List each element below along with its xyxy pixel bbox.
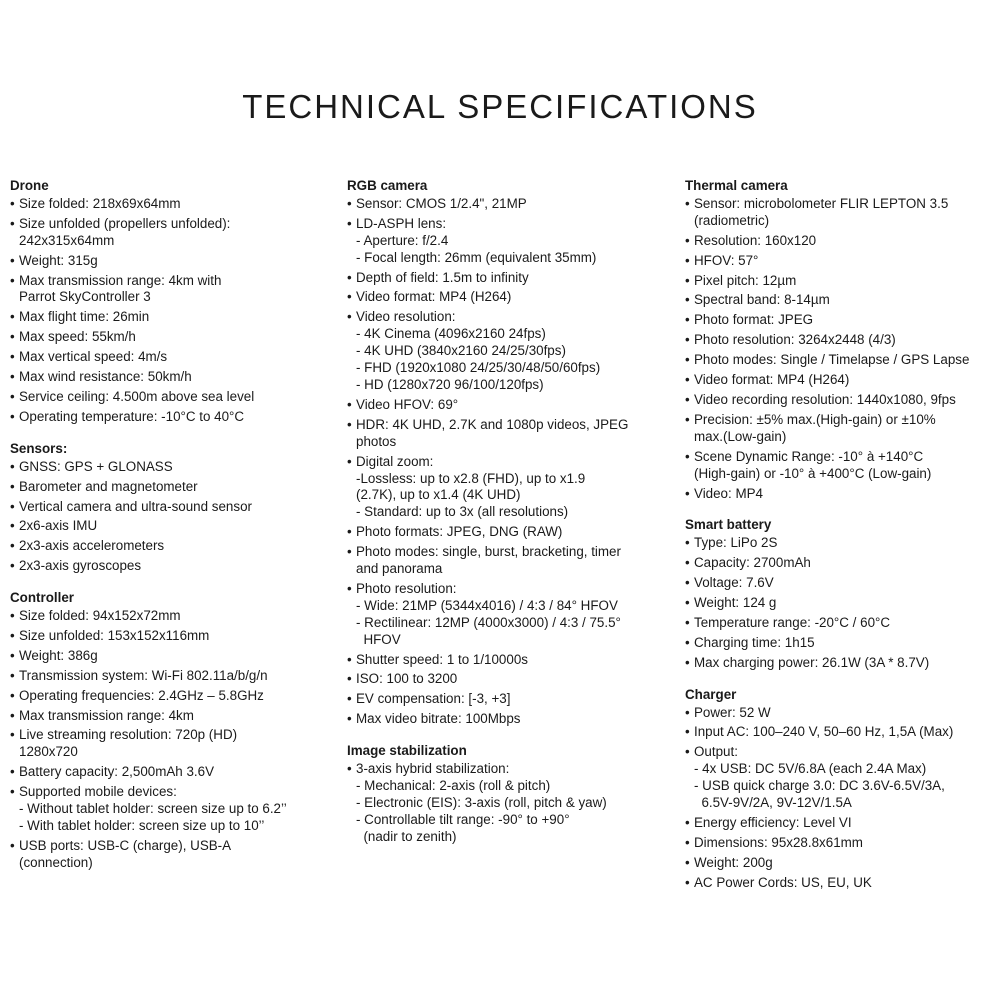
spec-item-subline: - Electronic (EIS): 3-axis (roll, pitch & yaw) xyxy=(356,794,607,810)
spec-item-subline: 242x315x64mm xyxy=(19,232,115,248)
spec-item-subline: max.(Low-gain) xyxy=(694,428,787,444)
spec-item-text: • Max transmission range: 4km xyxy=(19,707,194,723)
spec-item-text: • Photo format: JPEG xyxy=(694,312,814,328)
spec-item xyxy=(685,352,997,369)
spec-column-2 xyxy=(347,178,672,861)
spec-item-subline: -Lossless: up to x2.8 (FHD), up to x1.9 xyxy=(356,470,586,486)
spec-item-text: • Battery capacity: 2,500mAh 3.6V xyxy=(19,764,215,780)
spec-item xyxy=(347,289,672,306)
spec-item xyxy=(685,412,997,446)
spec-item xyxy=(685,595,997,612)
spec-item xyxy=(685,724,997,741)
spec-item xyxy=(10,459,330,476)
spec-item-subline: - Controllable tilt range: -90° to +90° xyxy=(356,811,570,827)
spec-item-subline: - 4K UHD (3840x2160 24/25/30fps) xyxy=(356,343,566,359)
spec-item xyxy=(347,691,672,708)
spec-item-text: • Input AC: 100–240 V, 50–60 Hz, 1,5A (Max) xyxy=(694,724,954,740)
spec-item-text: • Max charging power: 26.1W (3A * 8.7V) xyxy=(694,654,930,670)
spec-item xyxy=(685,332,997,349)
spec-item-subline: 6.5V-9V/2A, 9V-12V/1.5A xyxy=(694,795,852,811)
spec-item-text: • HFOV: 57° xyxy=(694,252,759,268)
page-title: TECHNICAL SPECIFICATIONS xyxy=(242,88,758,125)
spec-item xyxy=(10,196,330,213)
spec-item-text: • Operating frequencies: 2.4GHz – 5.8GHz xyxy=(19,687,264,703)
spec-item-text: • Scene Dynamic Range: -10° à +140°C xyxy=(694,448,924,464)
spec-item-text: • GNSS: GPS + GLONASS xyxy=(19,458,173,474)
spec-item-text: • 3-axis hybrid stabilization: xyxy=(356,761,510,777)
spec-section xyxy=(10,590,330,872)
spec-item-text: • Type: LiPo 2S xyxy=(694,535,778,551)
section-heading: Controller xyxy=(10,590,74,606)
spec-item-text: • Digital zoom: xyxy=(356,453,434,469)
spec-item xyxy=(347,524,672,541)
spec-item-text: • Dimensions: 95x28.8x61mm xyxy=(694,834,863,850)
spec-section xyxy=(347,178,672,728)
spec-item-subline: - Mechanical: 2-axis (roll & pitch) xyxy=(356,778,551,793)
spec-item-text: • Size unfolded: 153x152x116mm xyxy=(19,627,210,643)
spec-item-text: • LD-ASPH lens: xyxy=(356,215,447,231)
spec-item xyxy=(347,417,672,451)
spec-item-text: • Max flight time: 26min xyxy=(19,309,150,325)
spec-item xyxy=(10,369,330,386)
spec-item-subline: - With tablet holder: screen size up to 10’’ xyxy=(19,818,265,833)
spec-item xyxy=(347,761,672,846)
spec-item xyxy=(347,671,672,688)
spec-item xyxy=(10,668,330,685)
section-heading: Smart battery xyxy=(685,517,772,533)
spec-item-text: • Transmission system: Wi-Fi 802.11a/b/g/n xyxy=(19,667,268,683)
spec-item-text: • Photo formats: JPEG, DNG (RAW) xyxy=(356,524,563,540)
spec-item xyxy=(685,744,997,812)
spec-section xyxy=(10,441,330,575)
spec-item xyxy=(10,628,330,645)
spec-item-text: • Video format: MP4 (H264) xyxy=(356,289,512,305)
spec-item-subline: (High-gain) or -10° à +400°C (Low-gain) xyxy=(694,465,932,481)
spec-item xyxy=(685,835,997,852)
spec-item-text: • Photo modes: Single / Timelapse / GPS Lapse xyxy=(694,352,970,368)
spec-item-text: • Charging time: 1h15 xyxy=(694,634,815,650)
spec-item-text: • 2x6-axis IMU xyxy=(19,518,98,534)
spec-item-subline: - FHD (1920x1080 24/25/30/48/50/60fps) xyxy=(356,360,601,376)
spec-item-text: • EV compensation: [-3, +3] xyxy=(356,691,511,707)
spec-item xyxy=(10,838,330,872)
spec-item xyxy=(347,544,672,578)
spec-item-text: • Depth of field: 1.5m to infinity xyxy=(356,269,529,285)
spec-item xyxy=(10,648,330,665)
spec-item-text: • Video HFOV: 69° xyxy=(356,396,459,412)
spec-item xyxy=(10,389,330,406)
spec-item xyxy=(10,688,330,705)
spec-item-subline: - Wide: 21MP (5344x4016) / 4:3 / 84° HFOV xyxy=(356,597,618,613)
spec-column-1 xyxy=(10,178,330,887)
spec-item xyxy=(685,635,997,652)
spec-item xyxy=(685,196,997,230)
spec-item-subline: - 4x USB: DC 5V/6.8A (each 2.4A Max) xyxy=(694,761,927,777)
spec-item xyxy=(685,449,997,483)
spec-item xyxy=(347,309,672,394)
spec-item-text: • Max video bitrate: 100Mbps xyxy=(356,711,521,727)
spec-item-text: • Size folded: 94x152x72mm xyxy=(19,608,181,624)
spec-item-text: • Resolution: 160x120 xyxy=(694,232,817,248)
spec-item-subline: (radiometric) xyxy=(694,212,770,228)
spec-item-subline: (nadir to zenith) xyxy=(356,828,457,844)
spec-item-text: • 2x3-axis accelerometers xyxy=(19,538,165,554)
spec-item xyxy=(685,555,997,572)
spec-item-text: • Pixel pitch: 12µm xyxy=(694,272,797,288)
spec-item-text: • Operating temperature: -10°C to 40°C xyxy=(19,408,245,424)
spec-item-text: • Max transmission range: 4km with xyxy=(19,272,222,288)
section-heading: Charger xyxy=(685,686,737,702)
spec-item-text: • Temperature range: -20°C / 60°C xyxy=(694,614,891,630)
spec-item xyxy=(347,196,672,213)
spec-item-text: • Spectral band: 8-14µm xyxy=(694,292,830,308)
spec-item-text: • Energy efficiency: Level VI xyxy=(694,815,852,830)
spec-item xyxy=(685,575,997,592)
spec-item xyxy=(685,486,997,503)
spec-item xyxy=(685,655,997,672)
spec-item xyxy=(10,558,330,575)
section-heading: Thermal camera xyxy=(685,178,788,193)
spec-column-3 xyxy=(685,178,997,907)
spec-item-text: • Output: xyxy=(694,744,738,760)
spec-item-text: • Max speed: 55km/h xyxy=(19,329,136,345)
spec-item-subline: (connection) xyxy=(19,854,93,870)
spec-item xyxy=(10,764,330,781)
spec-section xyxy=(685,687,997,892)
spec-item-subline: Parrot SkyController 3 xyxy=(19,289,151,305)
spec-section xyxy=(10,178,330,426)
spec-item xyxy=(685,705,997,722)
spec-item xyxy=(10,329,330,346)
spec-item xyxy=(685,253,997,270)
spec-item-subline: HFOV xyxy=(356,631,401,647)
spec-section xyxy=(685,517,997,671)
spec-item-text: • Photo resolution: 3264x2448 (4/3) xyxy=(694,332,896,348)
spec-item-text: • Voltage: 7.6V xyxy=(694,575,774,591)
spec-item xyxy=(347,652,672,669)
spec-item xyxy=(347,454,672,522)
spec-item-text: • Capacity: 2700mAh xyxy=(694,555,811,571)
spec-item xyxy=(347,397,672,414)
spec-item-text: • Weight: 200g xyxy=(694,854,773,870)
spec-item-text: • USB ports: USB-C (charge), USB-A xyxy=(19,837,232,853)
spec-item xyxy=(685,273,997,290)
spec-item-subline: - Focal length: 26mm (equivalent 35mm) xyxy=(356,249,597,265)
spec-item xyxy=(10,309,330,326)
spec-item xyxy=(685,233,997,250)
spec-item xyxy=(685,815,997,832)
spec-item-text: • Power: 52 W xyxy=(694,704,771,720)
spec-item-text: • Max wind resistance: 50km/h xyxy=(19,369,192,385)
spec-item-text: • Size folded: 218x69x64mm xyxy=(19,195,181,211)
spec-item xyxy=(10,349,330,366)
spec-item-text: • Service ceiling: 4.500m above sea level xyxy=(19,388,255,404)
spec-item-text: • HDR: 4K UHD, 2.7K and 1080p videos, JPEG xyxy=(356,416,629,432)
spec-item-text: • Size unfolded (propellers unfolded): xyxy=(19,215,231,231)
spec-item-text: • Precision: ±5% max.(High-gain) or ±10% xyxy=(694,411,936,427)
spec-item xyxy=(10,479,330,496)
section-heading: Sensors: xyxy=(10,440,68,456)
spec-item xyxy=(685,292,997,309)
spec-item xyxy=(347,711,672,728)
spec-item xyxy=(685,312,997,329)
spec-item-text: • Supported mobile devices: xyxy=(19,784,177,800)
spec-item-text: • ISO: 100 to 3200 xyxy=(356,671,458,687)
spec-item xyxy=(10,708,330,725)
spec-item-text: • Photo modes: single, burst, bracketing, timer xyxy=(356,544,621,560)
section-heading: Drone xyxy=(10,178,49,193)
spec-item xyxy=(347,581,672,649)
spec-item-text: • Photo resolution: xyxy=(356,580,457,596)
spec-item xyxy=(685,615,997,632)
spec-item xyxy=(10,499,330,516)
spec-item-text: • Max vertical speed: 4m/s xyxy=(19,349,168,365)
spec-item xyxy=(10,273,330,307)
spec-item xyxy=(685,372,997,389)
spec-item-text: • Weight: 315g xyxy=(19,252,98,268)
spec-item-text: • 2x3-axis gyroscopes xyxy=(19,558,142,574)
spec-item-text: • AC Power Cords: US, EU, UK xyxy=(694,874,872,890)
spec-item-text: • Live streaming resolution: 720p (HD) xyxy=(19,727,238,743)
spec-item xyxy=(10,409,330,426)
spec-item-text: • Weight: 124 g xyxy=(694,595,777,611)
spec-item-text: • Weight: 386g xyxy=(19,647,98,663)
spec-section xyxy=(685,178,997,502)
spec-item-subline: - USB quick charge 3.0: DC 3.6V-6.5V/3A, xyxy=(694,778,945,794)
spec-item-text: • Sensor: microbolometer FLIR LEPTON 3.5 xyxy=(694,195,949,211)
spec-item xyxy=(685,535,997,552)
spec-item-text: • Shutter speed: 1 to 1/10000s xyxy=(356,651,528,667)
spec-item-subline: photos xyxy=(356,433,397,449)
spec-item-text: • Sensor: CMOS 1/2.4", 21MP xyxy=(356,195,527,211)
spec-item-text: • Vertical camera and ultra-sound sensor xyxy=(19,498,252,514)
spec-item-subline: - 4K Cinema (4096x2160 24fps) xyxy=(356,326,546,342)
spec-item-subline: - HD (1280x720 96/100/120fps) xyxy=(356,376,544,392)
spec-item xyxy=(685,392,997,409)
spec-item xyxy=(10,784,330,835)
spec-item xyxy=(347,270,672,287)
spec-item xyxy=(10,538,330,555)
spec-item-subline: - Aperture: f/2.4 xyxy=(356,232,449,248)
spec-item xyxy=(685,875,997,892)
spec-item-subline: 1280x720 xyxy=(19,744,78,760)
spec-item xyxy=(10,608,330,625)
spec-item xyxy=(10,253,330,270)
spec-section xyxy=(347,743,672,845)
spec-item-text: • Video: MP4 xyxy=(694,485,763,501)
spec-item xyxy=(347,216,672,267)
spec-item xyxy=(10,216,330,250)
spec-item xyxy=(10,518,330,535)
spec-item-subline: (2.7K), up to x1.4 (4K UHD) xyxy=(356,487,521,503)
spec-item-text: • Barometer and magnetometer xyxy=(19,478,198,494)
spec-item-text: • Video recording resolution: 1440x1080, 9fps xyxy=(694,391,956,407)
spec-item xyxy=(685,855,997,872)
spec-item-subline: - Rectilinear: 12MP (4000x3000) / 4:3 / 75.5° xyxy=(356,614,621,630)
spec-item-subline: - Without tablet holder: screen size up to 6.2’’ xyxy=(19,801,287,817)
spec-item-subline: - Standard: up to 3x (all resolutions) xyxy=(356,504,569,520)
spec-item-subline: and panorama xyxy=(356,561,443,577)
section-heading: RGB camera xyxy=(347,178,428,193)
spec-item-text: • Video resolution: xyxy=(356,309,456,325)
spec-item-text: • Video format: MP4 (H264) xyxy=(694,372,850,388)
section-heading: Image stabilization xyxy=(347,743,467,759)
spec-item xyxy=(10,727,330,761)
